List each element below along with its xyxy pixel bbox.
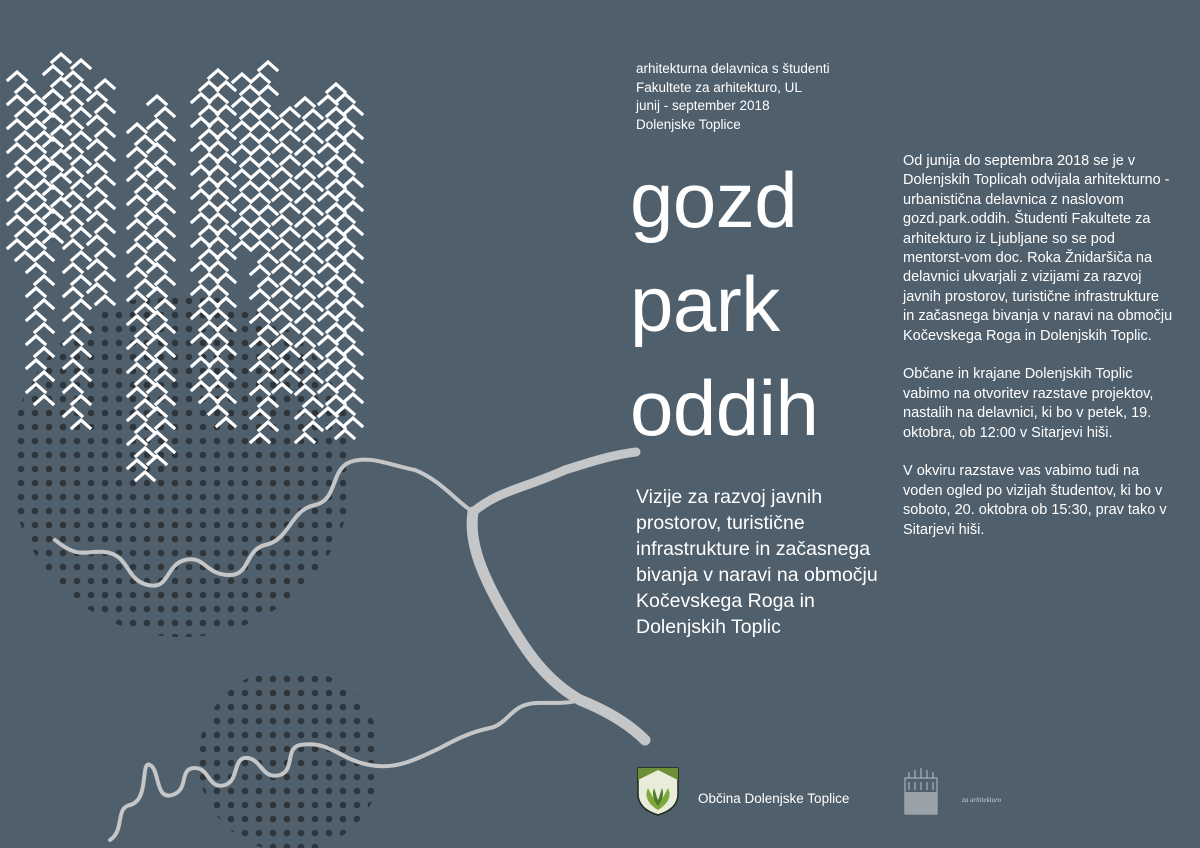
chevron-mark	[27, 192, 45, 200]
chevron-mark	[27, 144, 45, 152]
chevron-mark	[8, 216, 26, 224]
chevron-mark	[327, 84, 345, 92]
chevron-mark	[273, 240, 291, 248]
chevron-mark	[200, 154, 218, 162]
chevron-mark	[251, 266, 269, 274]
chevron-mark	[35, 324, 53, 332]
body-paragraph: V okviru razstave vas vabimo tudi na voden ogled po vizijah študentov, ki bo v soboto, 20. oktobra ob 15:30, prav tako v Sitarjevi hiši.	[903, 463, 1167, 538]
chevron-mark	[148, 168, 166, 176]
chevron-mark	[72, 108, 90, 116]
chevron-mark	[148, 288, 166, 296]
chevron-mark	[192, 142, 210, 150]
chevron-mark	[96, 128, 114, 136]
chevron-mark	[200, 106, 218, 114]
chevron-mark	[27, 240, 45, 248]
obcina-coat-of-arms-icon	[636, 766, 680, 816]
chevron-mark	[136, 160, 154, 168]
chevron-mark	[319, 240, 337, 248]
chevron-mark	[259, 206, 277, 214]
chevron-mark	[136, 232, 154, 240]
chevron-mark	[27, 264, 45, 272]
chevron-mark	[156, 276, 174, 284]
chevron-mark	[296, 122, 314, 130]
dotted-circle-upper	[10, 293, 354, 637]
chevron-mark	[233, 98, 251, 106]
chevron-mark	[304, 182, 322, 190]
chevron-mark	[156, 132, 174, 140]
chevron-mark	[16, 228, 34, 236]
chevron-mark	[273, 264, 291, 272]
chevron-mark	[217, 274, 235, 282]
chevron-mark	[251, 146, 269, 154]
chevron-mark	[148, 144, 166, 152]
faculty-label: za arhitekturo	[962, 796, 1002, 804]
chevron-mark	[27, 216, 45, 224]
chevron-mark	[27, 168, 45, 176]
chevron-mark	[281, 132, 299, 140]
chevron-mark	[281, 228, 299, 236]
chevron-mark	[64, 120, 82, 128]
chevron-mark	[128, 172, 146, 180]
chevron-mark	[319, 216, 337, 224]
chevron-mark	[16, 204, 34, 212]
chevron-mark	[44, 90, 62, 98]
chevron-mark	[336, 262, 354, 270]
chevron-mark	[319, 288, 337, 296]
chevron-mark	[27, 120, 45, 128]
chevron-mark	[200, 130, 218, 138]
chevron-mark	[296, 314, 314, 322]
chevron-mark	[296, 290, 314, 298]
title-line: oddih	[630, 364, 819, 452]
chevron-mark	[64, 288, 82, 296]
poster-subtitle: Vizije za razvoj javnih prostorov, turistične infrastrukture in začasnega bivanja v naravi na območju Kočevskega Roga in Dolenjskih Toplic	[636, 486, 878, 638]
chevron-mark	[8, 240, 26, 248]
chevron-mark	[336, 214, 354, 222]
chevron-mark	[64, 96, 82, 104]
chevron-mark	[296, 146, 314, 154]
chevron-mark	[344, 298, 362, 306]
faculty-building-icon	[903, 766, 939, 816]
chevron-mark	[16, 252, 34, 260]
chevron-mark	[304, 110, 322, 118]
chevron-mark	[128, 292, 146, 300]
chevron-mark	[233, 218, 251, 226]
chevron-mark	[259, 254, 277, 262]
chevron-mark	[27, 336, 45, 344]
chevron-mark	[281, 324, 299, 332]
chevron-mark	[148, 96, 166, 104]
obcina-label: Občina Dolenjske Toplice	[698, 791, 850, 806]
chevron-mark	[96, 200, 114, 208]
chevron-mark	[336, 118, 354, 126]
chevron-mark	[319, 360, 337, 368]
body-paragraph: Občane in krajane Dolenjskih Toplic vabimo na otvoritev razstave projektov, nastalih na delavnici, ki bo v petek, 19. oktobra, ob 12:00 v Sitarjevi hiši.	[903, 366, 1154, 441]
chevron-mark	[296, 242, 314, 250]
chevron-mark	[344, 274, 362, 282]
chevron-mark	[304, 254, 322, 262]
chevron-mark	[72, 300, 90, 308]
chevron-mark	[16, 180, 34, 188]
chevron-mark	[296, 266, 314, 274]
chevron-mark	[96, 80, 114, 88]
chevron-mark	[241, 158, 259, 166]
chevron-mark	[233, 242, 251, 250]
chevron-mark	[35, 252, 53, 260]
title-line: gozd	[630, 156, 798, 244]
chevron-mark	[336, 310, 354, 318]
chevron-mark	[200, 274, 218, 282]
chevron-mark	[72, 204, 90, 212]
chevron-mark	[233, 122, 251, 130]
chevron-mark	[251, 218, 269, 226]
chevron-mark	[241, 134, 259, 142]
chevron-mark	[296, 170, 314, 178]
chevron-mark	[148, 216, 166, 224]
chevron-mark	[8, 72, 26, 80]
chevron-mark	[327, 252, 345, 260]
chevron-mark	[156, 252, 174, 260]
chevron-mark	[136, 136, 154, 144]
chevron-mark	[96, 224, 114, 232]
chevron-mark	[64, 192, 82, 200]
chevron-mark	[64, 144, 82, 152]
chevron-mark	[327, 204, 345, 212]
poster-title	[630, 148, 818, 460]
chevron-mark	[304, 134, 322, 142]
chevron-mark	[259, 134, 277, 142]
chevron-mark	[192, 286, 210, 294]
chevron-mark	[273, 216, 291, 224]
chevron-mark	[259, 110, 277, 118]
chevron-mark	[281, 252, 299, 260]
chevron-mark	[200, 202, 218, 210]
chevron-mark	[344, 130, 362, 138]
chevron-mark	[27, 96, 45, 104]
chevron-mark	[209, 214, 227, 222]
chevron-mark	[96, 152, 114, 160]
header-line: arhitekturna delavnica s študenti	[636, 61, 830, 76]
chevron-mark	[336, 286, 354, 294]
chevron-mark	[304, 326, 322, 334]
chevron-mark	[259, 302, 277, 310]
chevron-mark	[251, 122, 269, 130]
chevron-mark	[319, 96, 337, 104]
chevron-mark	[327, 300, 345, 308]
chevron-mark	[64, 216, 82, 224]
chevron-mark	[209, 190, 227, 198]
chevron-mark	[241, 230, 259, 238]
chevron-mark	[327, 132, 345, 140]
chevron-mark	[148, 240, 166, 248]
chevron-mark	[209, 166, 227, 174]
chevron-mark	[148, 264, 166, 272]
chevron-mark	[64, 312, 82, 320]
chevron-mark	[251, 242, 269, 250]
chevron-mark	[72, 180, 90, 188]
chevron-mark	[27, 288, 45, 296]
chevron-mark	[72, 276, 90, 284]
chevron-mark	[209, 118, 227, 126]
chevron-mark	[296, 218, 314, 226]
chevron-mark	[64, 264, 82, 272]
chevron-mark	[344, 154, 362, 162]
chevron-mark	[72, 84, 90, 92]
chevron-mark	[327, 108, 345, 116]
chevron-mark	[281, 204, 299, 212]
chevron-mark	[233, 74, 251, 82]
chevron-mark	[8, 96, 26, 104]
chevron-mark	[156, 156, 174, 164]
chevron-mark	[8, 144, 26, 152]
chevron-mark	[273, 144, 291, 152]
chevron-mark	[8, 120, 26, 128]
chevron-mark	[209, 262, 227, 270]
body-paragraph: Od junija do septembra 2018 se je v Dolenjskih Toplicah odvijala arhitekturno - urbanistična delavnica z naslovom gozd.park.oddih. Študenti Fakultete za arhitekturo iz Ljubljane so se pod mentorst-vom doc. Roka Žnidaršiča na delavnici ukvarjali z vizijami za razvoj javnih prostorov, turistične infrastrukture in začasnega bivanja v naravi na območju Kočevskega Roga in Dolenjskih Toplic.	[903, 153, 1173, 344]
workshop-header	[636, 60, 830, 134]
header-line: junij - september 2018	[636, 98, 770, 113]
chevron-mark	[344, 370, 362, 378]
chevron-mark	[200, 82, 218, 90]
chevron-mark	[259, 278, 277, 286]
chevron-mark	[304, 230, 322, 238]
chevron-mark	[209, 70, 227, 78]
chevron-mark	[8, 168, 26, 176]
chevron-mark	[16, 84, 34, 92]
chevron-mark	[16, 132, 34, 140]
chevron-mark	[251, 170, 269, 178]
header-line: Dolenjske Toplice	[636, 116, 741, 132]
chevron-mark	[281, 156, 299, 164]
chevron-mark	[259, 62, 277, 70]
chevron-mark	[336, 358, 354, 366]
chevron-mark	[327, 156, 345, 164]
chevron-mark	[273, 312, 291, 320]
chevron-mark	[296, 194, 314, 202]
chevron-mark	[136, 184, 154, 192]
chevron-mark	[72, 228, 90, 236]
chevron-mark	[27, 360, 45, 368]
chevron-mark	[336, 94, 354, 102]
chevron-mark	[336, 166, 354, 174]
chevron-mark	[336, 190, 354, 198]
chevron-mark	[304, 302, 322, 310]
body-text	[903, 152, 1173, 559]
chevron-mark	[35, 300, 53, 308]
chevron-mark	[156, 108, 174, 116]
chevron-mark	[344, 250, 362, 258]
chevron-mark	[259, 230, 277, 238]
header-line: Fakultete za arhitekturo, UL	[636, 79, 802, 95]
chevron-mark	[304, 206, 322, 214]
chevron-mark	[35, 276, 53, 284]
chevron-mark	[192, 214, 210, 222]
chevron-mark	[35, 348, 53, 356]
chevron-mark	[136, 208, 154, 216]
chevron-mark	[136, 280, 154, 288]
chevron-mark	[156, 204, 174, 212]
chevron-mark	[96, 272, 114, 280]
chevron-mark	[336, 142, 354, 150]
chevron-mark	[200, 178, 218, 186]
chevron-mark	[319, 144, 337, 152]
chevron-mark	[128, 148, 146, 156]
chevron-mark	[233, 194, 251, 202]
chevron-mark	[344, 346, 362, 354]
title-line: park	[630, 260, 780, 348]
chevron-mark	[52, 54, 70, 62]
chevron-mark	[241, 182, 259, 190]
chevron-mark	[156, 228, 174, 236]
chevron-mark	[192, 238, 210, 246]
chevron-mark	[192, 262, 210, 270]
chevron-mark	[273, 192, 291, 200]
chevron-mark	[281, 276, 299, 284]
chevron-mark	[128, 196, 146, 204]
chevron-mark	[209, 94, 227, 102]
chevron-mark	[128, 124, 146, 132]
chevron-mark	[233, 146, 251, 154]
chevron-mark	[344, 322, 362, 330]
chevron-mark	[96, 248, 114, 256]
chevron-mark	[148, 192, 166, 200]
chevron-mark	[273, 120, 291, 128]
chevron-mark	[128, 268, 146, 276]
chevron-mark	[136, 256, 154, 264]
chevron-mark	[259, 158, 277, 166]
chevron-mark	[241, 86, 259, 94]
chevron-mark	[192, 166, 210, 174]
chevron-mark	[251, 98, 269, 106]
chevron-mark	[336, 238, 354, 246]
chevron-mark	[344, 226, 362, 234]
chevron-mark	[327, 228, 345, 236]
chevron-mark	[128, 244, 146, 252]
chevron-mark	[192, 94, 210, 102]
chevron-mark	[96, 104, 114, 112]
chevron-mark	[16, 156, 34, 164]
chevron-mark	[209, 286, 227, 294]
chevron-mark	[273, 288, 291, 296]
chevron-mark	[72, 132, 90, 140]
chevron-mark	[8, 192, 26, 200]
chevron-mark	[64, 168, 82, 176]
chevron-mark	[251, 74, 269, 82]
chevron-mark	[64, 72, 82, 80]
chevron-mark	[192, 190, 210, 198]
chevron-mark	[327, 276, 345, 284]
chevron-mark	[281, 180, 299, 188]
chevron-mark	[304, 278, 322, 286]
chevron-mark	[241, 206, 259, 214]
chevron-mark	[336, 382, 354, 390]
chevron-mark	[72, 60, 90, 68]
chevron-mark	[233, 170, 251, 178]
chevron-mark	[96, 176, 114, 184]
chevron-mark	[27, 312, 45, 320]
chevron-mark	[319, 192, 337, 200]
chevron-mark	[192, 118, 210, 126]
chevron-mark	[148, 120, 166, 128]
chevron-mark	[251, 290, 269, 298]
chevron-mark	[304, 158, 322, 166]
chevron-mark	[209, 238, 227, 246]
chevron-mark	[200, 250, 218, 258]
chevron-mark	[259, 182, 277, 190]
chevron-mark	[273, 168, 291, 176]
chevron-mark	[344, 106, 362, 114]
chevron-mark	[200, 226, 218, 234]
chevron-mark	[44, 66, 62, 74]
chevron-mark	[327, 372, 345, 380]
chevron-mark	[128, 220, 146, 228]
chevron-mark	[344, 202, 362, 210]
chevron-mark	[72, 252, 90, 260]
chevron-mark	[296, 98, 314, 106]
chevron-mark	[72, 156, 90, 164]
chevron-mark	[327, 348, 345, 356]
chevron-mark	[209, 142, 227, 150]
chevron-mark	[327, 180, 345, 188]
chevron-mark	[319, 168, 337, 176]
chevron-mark	[156, 180, 174, 188]
chevron-mark	[64, 240, 82, 248]
chevron-mark	[327, 324, 345, 332]
chevron-mark	[336, 334, 354, 342]
chevron-mark	[281, 300, 299, 308]
chevron-mark	[281, 108, 299, 116]
chevron-mark	[319, 336, 337, 344]
chevron-mark	[319, 264, 337, 272]
chevron-mark	[251, 194, 269, 202]
chevron-mark	[344, 394, 362, 402]
chevron-mark	[16, 108, 34, 116]
chevron-mark	[319, 312, 337, 320]
chevron-mark	[259, 86, 277, 94]
chevron-mark	[241, 110, 259, 118]
chevron-mark	[96, 296, 114, 304]
chevron-mark	[319, 120, 337, 128]
chevron-mark	[344, 178, 362, 186]
